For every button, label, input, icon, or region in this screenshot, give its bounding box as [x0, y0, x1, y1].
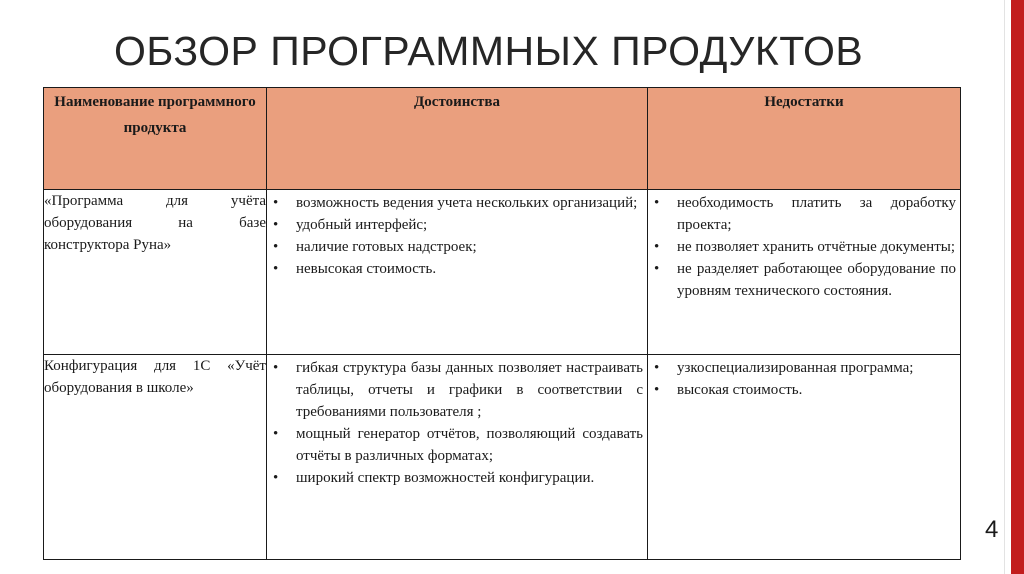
advantages-cell: [267, 355, 648, 560]
list-item-text: необходимость платить за доработку проекта;: [677, 195, 956, 233]
list-item: [648, 258, 956, 302]
bullet-icon: •: [654, 360, 660, 376]
bullet-icon: •: [273, 261, 279, 277]
disadvantages-cell: [648, 355, 961, 560]
bullet-icon: •: [273, 426, 279, 442]
bullet-icon: •: [273, 217, 279, 233]
bullet-icon: •: [654, 382, 660, 398]
header-disadvantages: Недостатки: [648, 88, 961, 190]
bullet-icon: •: [654, 195, 660, 211]
table-row: [44, 355, 961, 560]
list-item: [648, 192, 956, 236]
table-header-row: [44, 88, 961, 190]
page-number: 4: [985, 516, 999, 543]
table-row: [44, 190, 961, 355]
list-item-text: наличие готовых надстроек;: [296, 239, 477, 255]
header-advantages: Достоинства: [267, 88, 648, 190]
product-name-cell: [44, 190, 267, 355]
list-item: [267, 423, 643, 467]
list-item-text: не позволяет хранить отчётные документы;: [677, 239, 955, 255]
list-item-text: высокая стоимость.: [677, 382, 803, 398]
advantages-cell: [267, 190, 648, 355]
list-item-text: узкоспециализированная программа;: [677, 360, 914, 376]
list-item-text: широкий спектр возможностей конфигурации.: [296, 470, 595, 486]
bullet-icon: •: [273, 239, 279, 255]
list-item-text: невысокая стоимость.: [296, 261, 437, 277]
list-item: [648, 236, 956, 258]
bullet-icon: •: [273, 360, 279, 376]
slide-title: ОБЗОР ПРОГРАММНЫХ ПРОДУКТОВ: [114, 28, 864, 74]
list-item: [267, 258, 643, 280]
bullet-icon: •: [654, 239, 660, 255]
bullet-icon: •: [273, 195, 279, 211]
disadvantages-list: [648, 355, 960, 401]
disadvantages-cell: [648, 190, 961, 355]
header-name: Наименование программного продукта: [44, 88, 267, 190]
list-item-text: гибкая структура базы данных позволяет настраивать таблицы, отчеты и графики в соответствии с требованиями пользователя ;: [296, 360, 643, 420]
list-item: [267, 214, 643, 236]
accent-side-bar: [1011, 0, 1024, 574]
list-item-text: возможность ведения учета нескольких организаций;: [296, 195, 638, 211]
list-item-text: мощный генератор отчётов, позволяющий создавать отчёты в различных форматах;: [296, 426, 643, 464]
products-comparison-table: [43, 87, 961, 560]
product-name: Конфигурация для 1С «Учёт оборудования в школе»: [44, 358, 266, 396]
list-item-text: удобный интерфейс;: [296, 217, 428, 233]
advantages-list: [267, 190, 647, 280]
product-name-cell: [44, 355, 267, 560]
list-item: [648, 379, 956, 401]
list-item: [267, 467, 643, 489]
product-name: «Программа для учёта оборудования на базе конструктора Руна»: [44, 193, 266, 253]
bullet-icon: •: [273, 470, 279, 486]
bullet-icon: •: [654, 261, 660, 277]
list-item: [267, 236, 643, 258]
decorative-side-stripe: [1004, 0, 1011, 574]
disadvantages-list: [648, 190, 960, 302]
list-item-text: не разделяет работающее оборудование по уровням технического состояния.: [677, 261, 956, 299]
advantages-list: [267, 355, 647, 489]
list-item: [267, 357, 643, 423]
list-item: [648, 357, 956, 379]
list-item: [267, 192, 643, 214]
